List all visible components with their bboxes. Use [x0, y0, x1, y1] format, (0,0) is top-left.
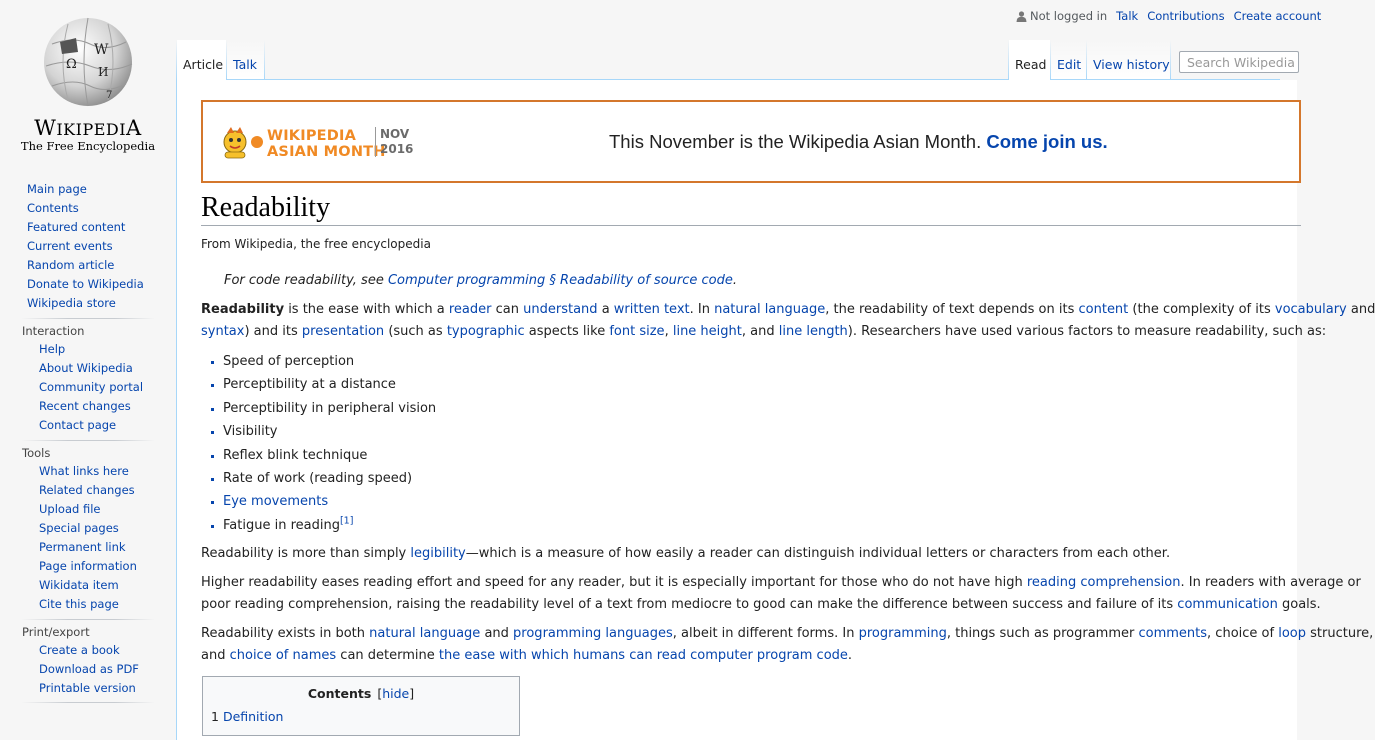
- link-line-length[interactable]: line length: [778, 324, 848, 339]
- mascot-icon: [221, 124, 265, 160]
- sidebar-link[interactable]: Wikipedia store: [27, 296, 116, 310]
- list-item-text: Fatigue in reading: [223, 517, 340, 533]
- link-eye-movements[interactable]: Eye movements: [223, 494, 329, 510]
- sidebar: [0, 180, 176, 703]
- tab-talk[interactable]: Talk: [227, 40, 264, 79]
- list-item-text: Perceptibility in peripheral vision: [223, 400, 437, 416]
- tab-article[interactable]: Article: [177, 40, 226, 79]
- divider: [21, 702, 155, 703]
- sidebar-item-permanent-link[interactable]: [39, 538, 155, 557]
- link-choice-of-names[interactable]: choice of names: [229, 648, 337, 664]
- banner-message: [609, 131, 1108, 153]
- banner-date-year: 2016: [380, 142, 414, 156]
- text: , things such as programmer: [946, 626, 1135, 642]
- sidebar-link[interactable]: Random article: [27, 258, 115, 272]
- text: Higher readability eases reading effort and speed for any reader, but it is especially important for those who do not have high: [201, 575, 1023, 591]
- list-item-text: Speed of perception: [223, 354, 355, 369]
- sidebar-item-featured-content[interactable]: [27, 218, 176, 237]
- sidebar-item-create-book[interactable]: [39, 641, 155, 660]
- list-item-text: Reflex blink technique: [223, 447, 368, 463]
- link-font-size[interactable]: font size: [609, 324, 665, 339]
- tab-view-history[interactable]: View history: [1087, 40, 1170, 79]
- text: Readability is more than simply: [201, 546, 407, 562]
- text: (such as: [388, 324, 443, 339]
- sidebar-item-main-page[interactable]: [27, 180, 176, 199]
- sidebar-item-page-information[interactable]: [39, 557, 155, 576]
- link-program-code-readability[interactable]: the ease with which humans can read computer program code: [438, 648, 848, 664]
- login-status: [1016, 9, 1107, 23]
- toc-item[interactable]: [211, 709, 283, 724]
- list-item: [223, 514, 1321, 537]
- svg-text:И: И: [98, 65, 109, 79]
- link-reader[interactable]: reader: [448, 302, 492, 317]
- toc-title: Contents [hide]: [307, 686, 415, 701]
- toc-link-definition[interactable]: Definition: [222, 709, 284, 724]
- sidebar-link[interactable]: Contents: [27, 201, 79, 215]
- sidebar-link[interactable]: Wikidata item: [39, 578, 119, 592]
- sidebar-link[interactable]: Main page: [27, 182, 87, 196]
- banner-date-month: NOV: [380, 127, 410, 141]
- sidebar-item-wikidata-item[interactable]: [39, 576, 155, 595]
- main-navigation: [0, 180, 176, 313]
- tab-edit[interactable]: Edit: [1051, 40, 1086, 79]
- list-item: [223, 444, 1321, 467]
- svg-text:7: 7: [106, 90, 113, 101]
- banner-brand-line: WIKIPEDIA: [267, 128, 357, 144]
- text: , choice of: [1207, 626, 1275, 642]
- sidebar-item-related-changes[interactable]: [39, 481, 155, 500]
- sidebar-link[interactable]: Contact page: [39, 418, 117, 432]
- link-comments[interactable]: comments: [1138, 626, 1208, 642]
- personal-tools: [1016, 9, 1321, 23]
- portal-heading: Tools: [22, 446, 51, 460]
- banner-date: [375, 127, 416, 157]
- sidebar-link[interactable]: Page information: [39, 559, 137, 573]
- portal-tools: [21, 440, 155, 614]
- list-item: [223, 467, 1321, 490]
- text: . In: [689, 302, 710, 317]
- link-natural-language[interactable]: natural language: [714, 302, 826, 317]
- svg-text:W: W: [94, 42, 109, 58]
- bold-term: Readability: [201, 302, 285, 317]
- hatnote-link[interactable]: Computer programming § Readability of source code: [387, 273, 733, 288]
- sidebar-item-printable-version[interactable]: [39, 679, 155, 698]
- list-item-text: Rate of work (reading speed): [223, 470, 413, 486]
- list-item: [223, 373, 1321, 396]
- text: , and: [741, 324, 775, 339]
- table-of-contents: [202, 676, 520, 736]
- sidebar-item-recent-changes[interactable]: [39, 397, 155, 416]
- sidebar-link[interactable]: Related changes: [39, 483, 135, 497]
- sidebar-item-current-events[interactable]: [27, 237, 176, 256]
- link-presentation[interactable]: presentation: [301, 324, 385, 339]
- content-area: [176, 80, 1375, 740]
- toc-number: 1: [211, 709, 219, 724]
- text: aspects like: [528, 324, 606, 339]
- link-reading-comprehension[interactable]: reading comprehension: [1026, 575, 1181, 591]
- link-content[interactable]: content: [1078, 302, 1129, 317]
- sidebar-item-what-links-here[interactable]: [39, 462, 155, 481]
- sidebar-link[interactable]: Current events: [27, 239, 113, 253]
- link-legibility[interactable]: legibility: [410, 546, 466, 562]
- tab-read[interactable]: Read: [1009, 40, 1050, 79]
- asian-month-banner[interactable]: [201, 100, 1301, 183]
- logo-wordmark: WIKIPEDIA: [34, 116, 142, 140]
- text: goals.: [1281, 597, 1321, 613]
- sidebar-link[interactable]: Download as PDF: [39, 662, 139, 676]
- text: .: [847, 648, 853, 664]
- list-item[interactable]: [223, 490, 1321, 513]
- link-line-height[interactable]: line height: [672, 324, 742, 339]
- text: , the readability of text depends on its: [825, 302, 1075, 317]
- hatnote-text: For code readability, see: [224, 273, 384, 288]
- factors-list: [201, 350, 1321, 537]
- site-subtitle: From Wikipedia, the free encyclopedia: [201, 237, 431, 251]
- login-status-text: Not logged in: [1030, 9, 1108, 23]
- link-written-text[interactable]: written text: [613, 302, 690, 317]
- sidebar-link[interactable]: Recent changes: [39, 399, 131, 413]
- link-programming[interactable]: programming: [858, 626, 947, 642]
- sidebar-link[interactable]: Permanent link: [39, 540, 126, 554]
- sidebar-item-donate[interactable]: [27, 275, 176, 294]
- portal-heading: Interaction: [22, 324, 85, 338]
- page-title: Readability: [201, 191, 1301, 226]
- banner-brand: [267, 128, 386, 160]
- text: (the complexity of its: [1132, 302, 1271, 317]
- article-body: [201, 270, 1375, 674]
- portal-interaction: [21, 318, 155, 435]
- sidebar-item-about[interactable]: [39, 359, 155, 378]
- text: ). Researchers have used various factors to measure readability, such as:: [847, 324, 1327, 339]
- sidebar-item-random-article[interactable]: [27, 256, 176, 275]
- puzzle-globe-icon: [34, 14, 142, 114]
- personal-talk-link[interactable]: Talk: [1116, 9, 1139, 23]
- hatnote-text: .: [732, 273, 738, 288]
- sidebar-link[interactable]: What links here: [39, 464, 129, 478]
- link-programming-languages[interactable]: programming languages: [513, 626, 673, 642]
- text: Readability exists in both: [201, 626, 366, 642]
- sidebar-item-community-portal[interactable]: [39, 378, 155, 397]
- sidebar-link[interactable]: Community portal: [39, 380, 144, 394]
- text: . In readers with average or: [1180, 575, 1361, 591]
- sidebar-link[interactable]: Create a book: [39, 643, 120, 657]
- list-item: [223, 350, 1321, 373]
- text: structure,: [1310, 626, 1374, 642]
- svg-text:Ω: Ω: [66, 57, 77, 72]
- sidebar-item-help[interactable]: [39, 340, 155, 359]
- text: and: [201, 648, 226, 664]
- sidebar-link[interactable]: Upload file: [39, 502, 101, 516]
- list-item-text: Perceptibility at a distance: [223, 377, 396, 393]
- paragraph-comprehension: [201, 572, 1361, 616]
- portal-heading: Print/export: [22, 625, 90, 639]
- link-natural-language[interactable]: natural language: [369, 626, 481, 642]
- wikipedia-logo[interactable]: [0, 0, 176, 160]
- link-understand[interactable]: understand: [523, 302, 598, 317]
- sidebar-item-store[interactable]: [27, 294, 176, 313]
- search-input[interactable]: Search Wikipedia: [1179, 51, 1299, 73]
- contributions-link[interactable]: Contributions: [1147, 9, 1225, 23]
- create-account-link[interactable]: Create account: [1233, 9, 1322, 23]
- text: poor reading comprehension, raising the readability level of a text from mediocre to good can make the difference between success and failure of its: [201, 597, 1174, 613]
- hatnote: [201, 270, 1321, 292]
- link-loop[interactable]: loop: [1278, 626, 1306, 642]
- sidebar-item-cite-page[interactable]: [39, 595, 155, 614]
- text: , albeit in different forms. In: [672, 626, 855, 642]
- link-communication[interactable]: communication: [1177, 597, 1278, 613]
- asian-month-logo: [221, 124, 414, 164]
- tab-separator: [1170, 40, 1171, 80]
- list-item: [223, 397, 1321, 420]
- paragraph-intro: [201, 299, 1375, 343]
- link-syntax[interactable]: syntax: [201, 324, 245, 339]
- sidebar-item-contents[interactable]: [27, 199, 176, 218]
- banner-join-link[interactable]: Come join us.: [986, 131, 1108, 152]
- text: can: [495, 302, 519, 317]
- text: can determine: [340, 648, 435, 664]
- sidebar-link[interactable]: Cite this page: [39, 597, 119, 611]
- paragraph-legibility: [201, 543, 1321, 565]
- link-vocabulary[interactable]: vocabulary: [1274, 302, 1347, 317]
- sidebar-link[interactable]: Special pages: [39, 521, 119, 535]
- text: ) and its: [244, 324, 298, 339]
- text: and: [1350, 302, 1375, 317]
- user-icon: [1016, 11, 1027, 22]
- sidebar-item-download-pdf[interactable]: [39, 660, 155, 679]
- banner-text: This November is the Wikipedia Asian Month.: [609, 131, 982, 152]
- text: and: [484, 626, 509, 642]
- list-item: [223, 420, 1321, 443]
- tab-separator: [264, 40, 265, 80]
- sidebar-link[interactable]: Featured content: [27, 220, 126, 234]
- toc-heading: Contents: [307, 686, 372, 701]
- portal-print-export: [21, 619, 155, 703]
- text: is the ease with which a: [288, 302, 445, 317]
- sidebar-link[interactable]: Printable version: [39, 681, 136, 695]
- sidebar-item-special-pages[interactable]: [39, 519, 155, 538]
- text: a: [601, 302, 610, 317]
- list-item-text: Visibility: [223, 424, 278, 440]
- sidebar-link[interactable]: About Wikipedia: [39, 361, 133, 375]
- text: ,: [664, 324, 669, 339]
- sidebar-link[interactable]: Help: [39, 342, 66, 356]
- paragraph-programming: [201, 623, 1374, 667]
- text: —which is a measure of how easily a reader can distinguish individual letters or characters from each other.: [465, 546, 1171, 562]
- reference-link[interactable]: [1]: [339, 515, 354, 527]
- logo-tagline: The Free Encyclopedia: [20, 139, 156, 153]
- sidebar-link[interactable]: Donate to Wikipedia: [27, 277, 144, 291]
- banner-brand-line: ASIAN MONTH: [267, 144, 386, 160]
- sidebar-item-contact[interactable]: [39, 416, 155, 435]
- sidebar-item-upload-file[interactable]: [39, 500, 155, 519]
- toc-hide-toggle[interactable]: hide: [382, 686, 410, 701]
- link-typographic[interactable]: typographic: [446, 324, 525, 339]
